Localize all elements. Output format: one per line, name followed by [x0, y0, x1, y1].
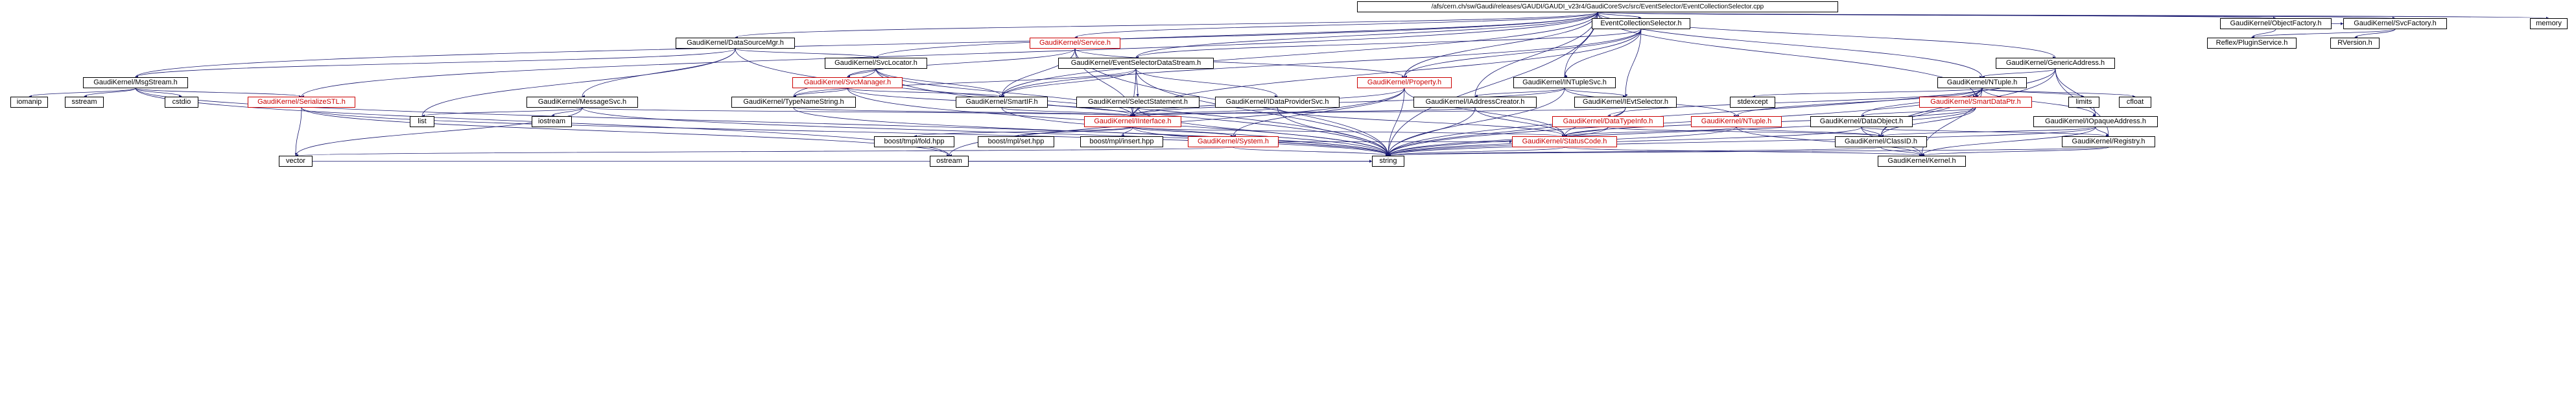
graph-edge	[1136, 12, 1598, 58]
graph-node[interactable]: GaudiKernel/INTupleSvc.h	[1513, 77, 1616, 88]
graph-edge	[1388, 127, 1861, 156]
graph-node[interactable]: stdexcept	[1730, 97, 1775, 108]
graph-node[interactable]: GaudiKernel/SvcManager.h	[792, 77, 903, 88]
graph-edge	[84, 88, 136, 97]
graph-node[interactable]: boost/tmpl/fold.hpp	[874, 136, 954, 147]
graph-node[interactable]: GaudiKernel/ClassID.h	[1835, 136, 1927, 147]
graph-edge	[1016, 127, 1133, 136]
graph-edge	[582, 108, 1388, 156]
graph-edge	[1404, 12, 1598, 77]
graph-node[interactable]: GaudiKernel/Property.h	[1357, 77, 1452, 88]
graph-node[interactable]: GaudiKernel/SmartIF.h	[956, 97, 1048, 108]
graph-node[interactable]: GaudiKernel/Registry.h	[2062, 136, 2155, 147]
graph-edge	[1861, 127, 1881, 136]
graph-edge	[1133, 127, 1565, 136]
graph-node[interactable]: GaudiKernel/Service.h	[1030, 38, 1120, 49]
graph-edge	[1881, 147, 1922, 156]
graph-node[interactable]: GaudiKernel/DataSourceMgr.h	[676, 38, 795, 49]
graph-edge	[1565, 147, 1922, 156]
graph-node[interactable]: GaudiKernel/IDataProviderSvc.h	[1215, 97, 1340, 108]
graph-edge	[1565, 88, 1625, 97]
graph-edge	[1233, 147, 1388, 156]
graph-edge	[2252, 29, 2395, 38]
graph-edge	[876, 69, 1133, 116]
graph-edge	[1475, 88, 1565, 97]
graph-edge	[136, 88, 301, 97]
graph-node[interactable]: GaudiKernel/DataObject.h	[1810, 116, 1913, 127]
graph-edge	[1565, 29, 1641, 77]
graph-edge	[1002, 69, 1136, 97]
graph-edge	[1002, 108, 1133, 116]
graph-node[interactable]: cstdio	[165, 97, 198, 108]
graph-edge	[876, 12, 1598, 58]
graph-edge	[1133, 108, 1475, 116]
graph-edge	[735, 49, 876, 58]
graph-edge	[1133, 29, 1641, 116]
graph-node[interactable]: GaudiKernel/IInterface.h	[1084, 116, 1181, 127]
graph-edge	[1388, 108, 1475, 156]
graph-edge	[1598, 12, 2395, 18]
graph-edge	[1404, 88, 1565, 136]
graph-node[interactable]: cfloat	[2119, 97, 2151, 108]
graph-edge	[1133, 69, 1136, 116]
graph-edge	[1861, 108, 1976, 116]
graph-edge	[1608, 127, 1881, 136]
graph-edge	[2096, 127, 2109, 136]
graph-edge	[1388, 108, 1976, 156]
graph-edge	[1133, 108, 1138, 116]
graph-edge	[1388, 147, 1565, 156]
graph-edge	[1002, 49, 1075, 97]
graph-edge	[1133, 127, 1233, 136]
graph-node[interactable]: GaudiKernel/Kernel.h	[1878, 156, 1966, 167]
graph-edge	[1133, 108, 1277, 116]
graph-edge	[1753, 88, 1982, 97]
graph-edge	[1002, 12, 1598, 97]
graph-edge	[296, 108, 582, 156]
graph-edge	[296, 147, 1233, 156]
graph-edge	[1002, 108, 1388, 156]
graph-edge	[1388, 147, 2109, 156]
graph-edge	[1881, 88, 1982, 136]
graph-node[interactable]: GaudiKernel/SmartDataPtr.h	[1919, 97, 2032, 108]
graph-edge	[136, 88, 182, 97]
graph-edge	[1136, 69, 1277, 97]
graph-edge	[2252, 29, 2276, 38]
graph-node[interactable]: Reflex/PluginService.h	[2207, 38, 2297, 49]
graph-edge	[1136, 69, 1138, 97]
graph-node[interactable]: GaudiKernel/StatusCode.h	[1512, 136, 1617, 147]
graph-edge	[301, 108, 1388, 156]
graph-edge	[1075, 12, 1598, 38]
graph-edge	[1404, 29, 1641, 77]
graph-node[interactable]: GaudiKernel/SvcFactory.h	[2343, 18, 2447, 29]
graph-edge	[552, 108, 582, 116]
graph-node[interactable]: /afs/cern.ch/sw/Gaudi/releases/GAUDI/GAUDI_v23r4/GaudiCoreSvc/src/EventSelector/EventCollectionSelector.cpp	[1357, 1, 1838, 12]
graph-edge	[1598, 12, 1641, 18]
graph-node[interactable]: GaudiKernel/MessageSvc.h	[526, 97, 638, 108]
graph-edge	[136, 49, 735, 77]
graph-node[interactable]: GaudiKernel/DataTypeInfo.h	[1552, 116, 1664, 127]
graph-edge	[1277, 108, 1565, 136]
graph-edge	[794, 88, 847, 97]
graph-edge	[1388, 108, 1625, 156]
graph-edge	[1388, 88, 1404, 156]
graph-node[interactable]: GaudiKernel/SerializeSTL.h	[248, 97, 355, 108]
graph-edge	[1982, 69, 2055, 77]
graph-node[interactable]: sstream	[65, 97, 104, 108]
graph-node[interactable]: iostream	[532, 116, 572, 127]
graph-node[interactable]: GaudiKernel/NTuple.h	[1937, 77, 2027, 88]
graph-node[interactable]: RVersion.h	[2330, 38, 2380, 49]
graph-edge	[735, 12, 1598, 38]
graph-edge	[301, 108, 949, 156]
graph-node[interactable]: GaudiKernel/TypeNameString.h	[731, 97, 856, 108]
graph-edge	[1136, 29, 1641, 58]
graph-edge	[1982, 88, 2135, 97]
graph-edge	[1881, 127, 2096, 136]
graph-edge	[1565, 127, 1608, 136]
graph-edge	[1388, 147, 1881, 156]
graph-node[interactable]: EventCollectionSelector.h	[1592, 18, 1690, 29]
graph-node[interactable]: memory	[2530, 18, 2568, 29]
graph-node[interactable]: GaudiKernel/SelectStatement.h	[1076, 97, 1199, 108]
graph-edge	[1861, 127, 2109, 136]
graph-edge	[582, 49, 735, 97]
graph-edge	[1736, 127, 1881, 136]
graph-edge	[2355, 29, 2395, 38]
graph-edge	[1475, 108, 1565, 136]
graph-edge	[1922, 147, 2109, 156]
graph-edge	[794, 108, 1133, 116]
graph-node[interactable]: GaudiKernel/System.h	[1188, 136, 1279, 147]
graph-node[interactable]: iomanip	[10, 97, 48, 108]
graph-edge	[422, 108, 582, 116]
graph-node[interactable]: GaudiKernel/IOpaqueAddress.h	[2033, 116, 2158, 127]
graph-edge	[1233, 88, 1404, 136]
graph-edge	[1565, 127, 1736, 136]
graph-node[interactable]: list	[410, 116, 434, 127]
graph-node[interactable]: GaudiKernel/NTuple.h	[1691, 116, 1782, 127]
graph-edge	[847, 69, 876, 77]
graph-node[interactable]: GaudiKernel/MsgStream.h	[83, 77, 188, 88]
graph-edge	[2055, 69, 2096, 116]
graph-node[interactable]: boost/mpl/insert.hpp	[1080, 136, 1163, 147]
graph-edge	[847, 88, 1002, 97]
graph-edge	[296, 108, 301, 156]
graph-node[interactable]: GaudiKernel/IEvtSelector.h	[1574, 97, 1677, 108]
graph-edge	[29, 88, 136, 97]
graph-node[interactable]: GaudiKernel/SvcLocator.h	[825, 58, 927, 69]
graph-edge	[1598, 12, 2549, 18]
graph-edge	[1625, 29, 1641, 97]
graph-edge	[1133, 108, 1625, 116]
graph-node[interactable]: vector	[279, 156, 313, 167]
graph-node[interactable]: string	[1372, 156, 1404, 167]
graph-edge	[1138, 108, 1388, 156]
graph-node[interactable]: limits	[2068, 97, 2099, 108]
graph-edge	[1388, 127, 2096, 156]
graph-edge	[794, 108, 1388, 156]
graph-edge	[1122, 127, 1133, 136]
graph-edge	[1598, 12, 2276, 18]
graph-node[interactable]: GaudiKernel/ObjectFactory.h	[2220, 18, 2332, 29]
graph-node[interactable]: GaudiKernel/EventSelectorDataStream.h	[1058, 58, 1214, 69]
graph-edge	[1976, 88, 1982, 97]
graph-edge	[582, 108, 1133, 116]
graph-edge	[1277, 108, 1388, 156]
graph-edge	[1982, 88, 2084, 97]
graph-edge	[914, 127, 1133, 136]
graph-node[interactable]: boost/mpl/set.hpp	[978, 136, 1054, 147]
graph-node[interactable]: ostream	[930, 156, 969, 167]
graph-node[interactable]: GaudiKernel/GenericAddress.h	[1996, 58, 2115, 69]
graph-node[interactable]: GaudiKernel/IAddressCreator.h	[1413, 97, 1537, 108]
